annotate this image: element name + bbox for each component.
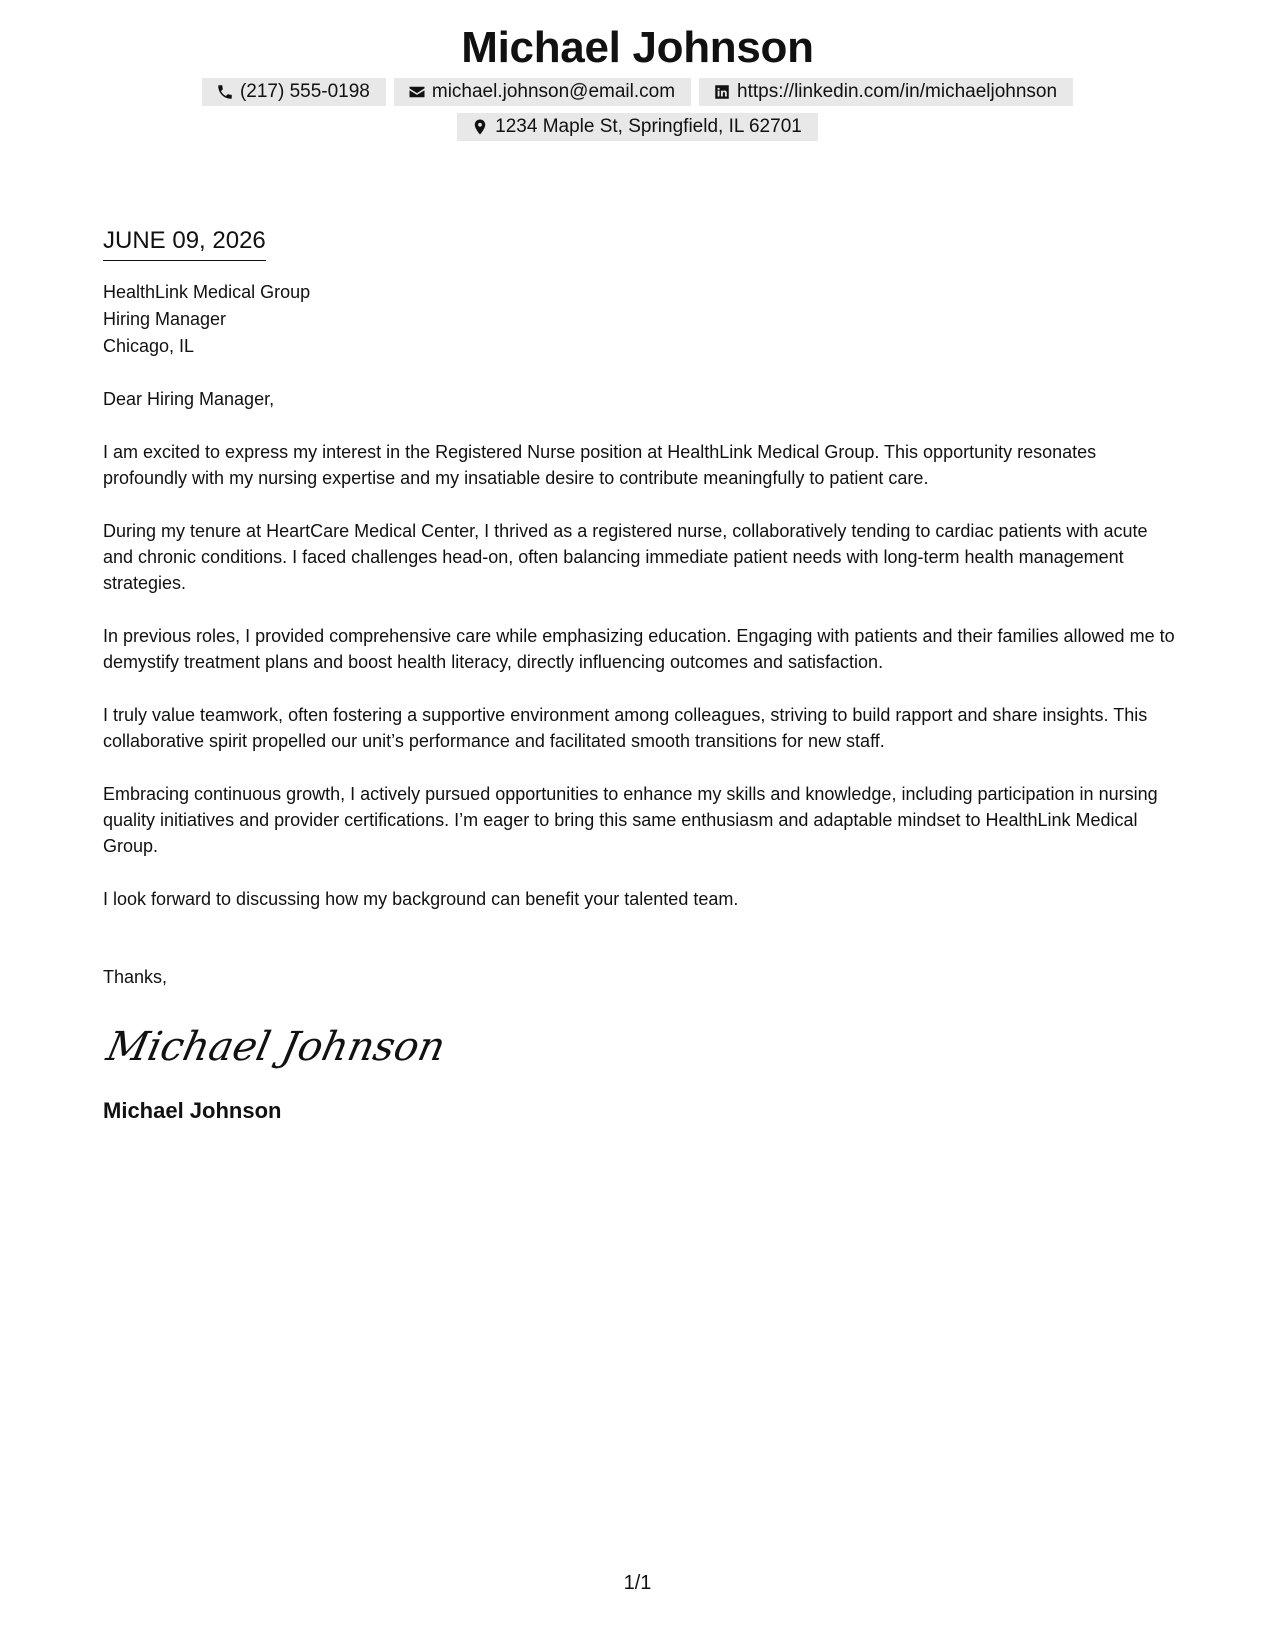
body-paragraph: I am excited to express my interest in the Registered Nurse position at HealthLink Medical Group. This opportunity resonates profoundly with my nursing expertise and my insatiable desire to contribute meaningfully to patient care.	[103, 442, 1097, 488]
letter-header	[0, 20, 1275, 141]
applicant-name: Michael Johnson	[461, 23, 814, 72]
contact-row-secondary	[0, 113, 1275, 141]
page-number: 1/1	[623, 1572, 652, 1594]
recipient-title: Hiring Manager	[103, 309, 227, 329]
closing: Thanks,	[103, 967, 168, 987]
map-pin-icon	[471, 118, 489, 136]
contact-row-primary	[0, 78, 1275, 106]
linkedin-text: https://linkedin.com/in/michaeljohnson	[737, 81, 1058, 102]
envelope-icon	[408, 83, 426, 101]
recipient-block	[103, 279, 1178, 360]
phone-text: (217) 555-0198	[239, 81, 370, 102]
recipient-location: Chicago, IL	[103, 336, 195, 356]
greeting: Dear Hiring Manager,	[103, 389, 275, 409]
letter-body	[103, 225, 1178, 1126]
signer-name: Michael Johnson	[103, 1098, 282, 1123]
phone-chip	[202, 78, 386, 106]
email-text: michael.johnson@email.com	[431, 81, 676, 102]
email-chip[interactable]	[394, 78, 691, 106]
signature-graphic	[102, 1012, 450, 1082]
linkedin-icon	[713, 83, 731, 101]
body-paragraph: During my tenure at HeartCare Medical Center, I thrived as a registered nurse, collaboratively tending to cardiac patients with acute and chronic conditions. I faced challenges head-on, often balancing immediate patient needs with long-term health management strategies.	[103, 521, 1148, 593]
address-text: 1234 Maple St, Springfield, IL 62701	[495, 116, 802, 137]
signature-script: Michael Johnson	[102, 1022, 450, 1070]
handwritten-signature	[103, 1012, 1178, 1082]
body-paragraph: I truly value teamwork, often fostering a supportive environment among colleagues, striving to build rapport and share insights. This collaborative spirit propelled our unit’s performance and facilitated smooth transitions for new staff.	[103, 705, 1148, 751]
recipient-company: HealthLink Medical Group	[103, 282, 311, 302]
address-chip	[457, 113, 818, 141]
linkedin-chip[interactable]	[699, 78, 1073, 106]
body-paragraph: Embracing continuous growth, I actively pursued opportunities to enhance my skills and knowledge, including participation in nursing quality initiatives and provider certifications. I’m eager to bring this same enthusiasm and adaptable mindset to HealthLink Medical Group.	[103, 784, 1158, 856]
letter-date: JUNE 09, 2026	[103, 225, 266, 261]
body-paragraph: I look forward to discussing how my background can benefit your talented team.	[103, 889, 739, 909]
body-paragraph: In previous roles, I provided comprehensive care while emphasizing education. Engaging with patients and their families allowed me to demystify treatment plans and boost health literacy, directly influencing outcomes and satisfaction.	[103, 626, 1175, 672]
phone-icon	[216, 83, 234, 101]
